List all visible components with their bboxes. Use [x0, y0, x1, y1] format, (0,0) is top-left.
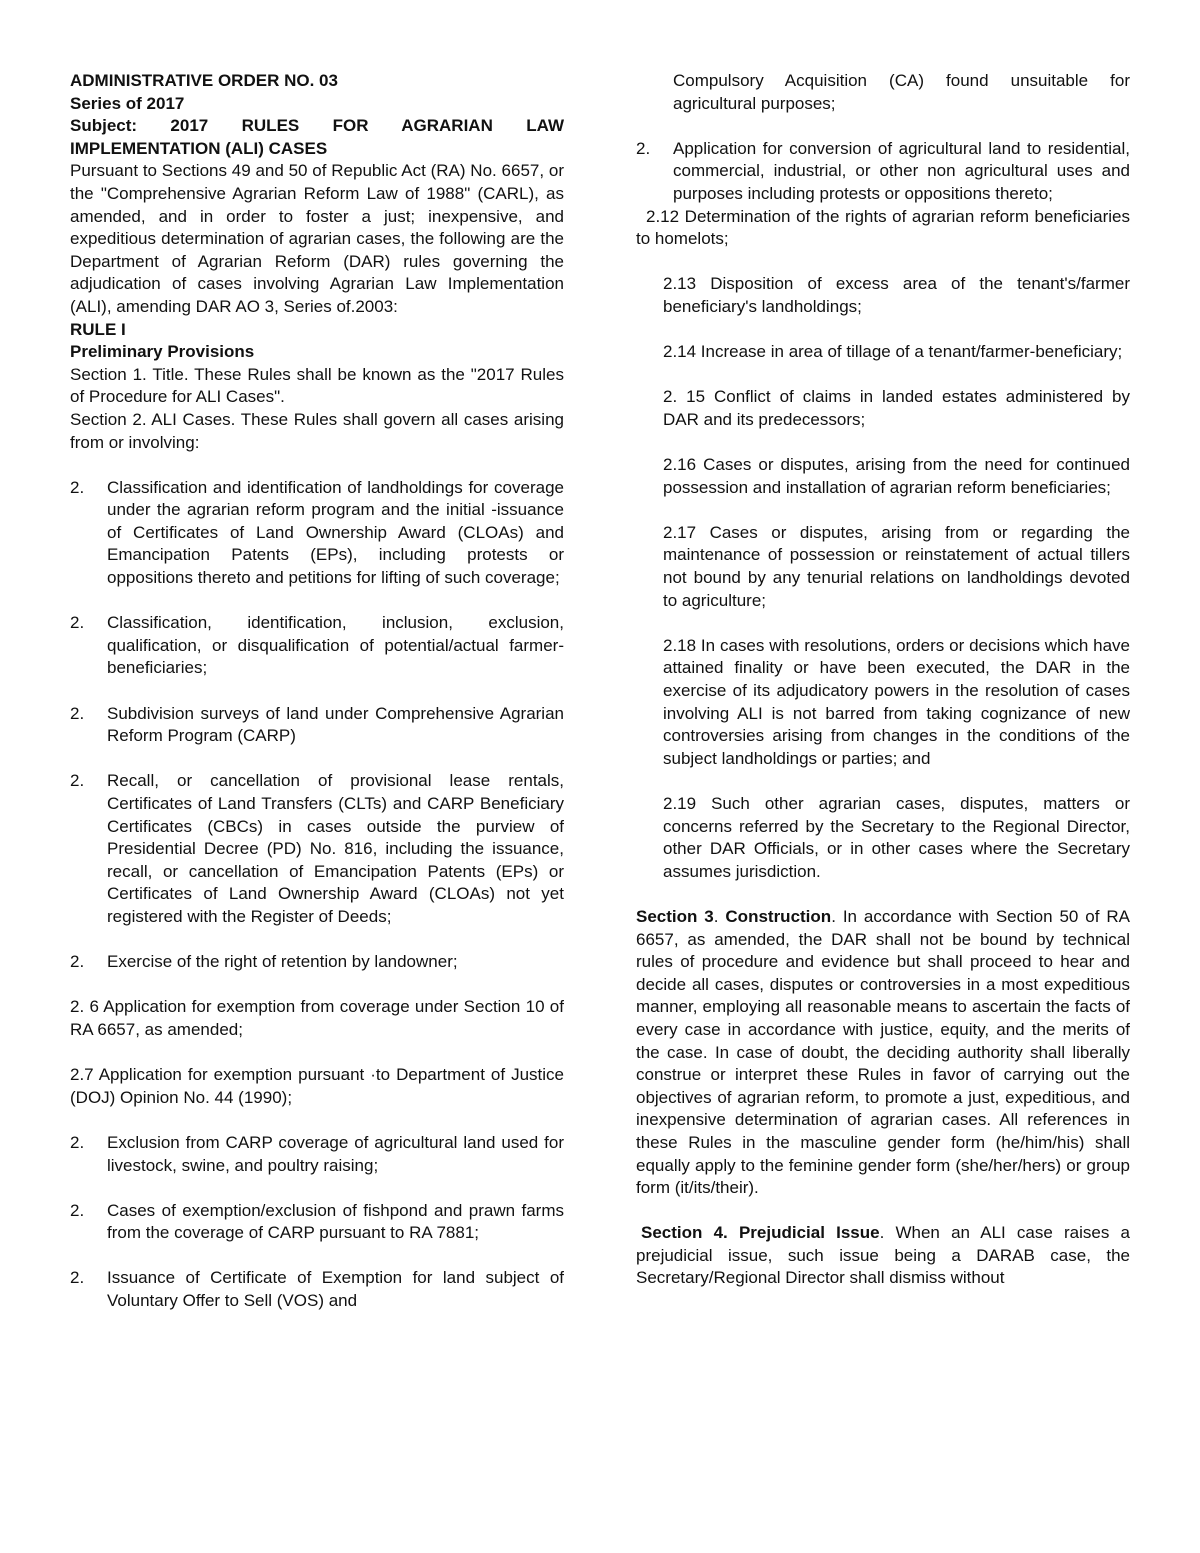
- list-item: 2. Classification and identification of landholdings for coverage under the agrarian reform program and the initial -issuance of Certificates of Land Ownership Award (CLOAs) and Emancipation Patents (EPs), including protests or oppositions thereto and petitions for lifting of such coverage;: [70, 477, 564, 588]
- list-item-continuation: Compulsory Acquisition (CA) found unsuitable for agricultural purposes;: [673, 71, 1130, 113]
- preamble: Pursuant to Sections 49 and 50 of Republic Act (RA) No. 6657, or the "Comprehensive Agrarian Reform Law of 1988" (CARL), as amended, and in order to foster a just; inexpensive, and expeditious determination of agrarian cases, the following are the Department of Agrarian Reform (DAR) rules governing the adjudication of cases involving Agrarian Law Implementation (ALI), amending DAR AO 3, Series of.2003:: [70, 161, 564, 316]
- item-2-6: 2. 6 Application for exemption from coverage under Section 10 of RA 6657, as amended;: [70, 997, 564, 1039]
- rule-title: Preliminary Provisions: [70, 342, 255, 362]
- item-2-18: 2.18 In cases with resolutions, orders or decisions which have attained finality or have been executed, the DAR in the exercise of its adjudicatory powers in the resolution of cases involving ALI is not barred from taking cognizance of new controversies arising from changes in the conditions of the subject landholdings or parties; and: [663, 635, 1130, 768]
- order-title: ADMINISTRATIVE ORDER NO. 03: [70, 71, 338, 90]
- section-2: Section 2. ALI Cases. These Rules shall govern all cases arising from or involving:: [70, 409, 564, 452]
- list-item: 2. Exclusion from CARP coverage of agricultural land used for livestock, swine, and poultry raising;: [70, 1132, 564, 1175]
- item-2-12: 2.12 Determination of the rights of agrarian reform beneficiaries to homelots;: [636, 206, 1130, 249]
- list-item: 2. Recall, or cancellation of provisional lease rentals, Certificates of Land Transfers (CLTs) and CARP Beneficiary Certificates (CBCs) in cases outside the purview of Presidential Decree (PD) No. 816, including the issuance, recall, or cancellation of Emancipation Patents (EPs) or Certificates of Land Ownership Award (CLOAs) not yet registered with the Register of Deeds;: [70, 771, 564, 926]
- rule-heading: RULE I: [70, 319, 126, 339]
- order-subject: Subject: 2017 RULES FOR AGRARIAN LAW IMPLEMENTATION (ALI) CASES: [70, 116, 564, 158]
- item-2-14: 2.14 Increase in area of tillage of a tenant/farmer-beneficiary;: [663, 342, 1123, 362]
- item-2-19: 2.19 Such other agrarian cases, disputes, matters or concerns referred by the Secretary to the Regional Director, other DAR Officials, or in other cases where the Secretary assumes jurisdiction.: [663, 794, 1130, 881]
- section-4: Section 4. Prejudicial Issue. When an ALI case raises a prejudicial issue, such issue being a DARAB case, the Secretary/Regional Director shall dismiss without: [636, 1223, 1130, 1288]
- list-item: 2. Application for conversion of agricultural land to residential, commercial, industrial, or other non agricultural uses and purposes including protests or oppositions thereto;: [636, 138, 1130, 203]
- item-2-13: 2.13 Disposition of excess area of the tenant's/farmer beneficiary's landholdings;: [663, 274, 1130, 316]
- item-2-16: 2.16 Cases or disputes, arising from the need for continued possession and installation of agrarian reform beneficiaries;: [663, 455, 1130, 497]
- left-column: [70, 70, 564, 1313]
- section-3: Section 3. Construction. In accordance with Section 50 of RA 6657, as amended, the DAR shall not be bound by technical rules of procedure and evidence but shall proceed to hear and decide all cases, disputes or controversies in a most expeditious manner, employing all reasonable means to ascertain the facts of every case in accordance with justice, equity, and the merits of the case. In case of doubt, the deciding authority shall liberally construe or interpret these Rules in favor of carrying out the objectives of agrarian reform, to promote a just, expeditious, and inexpensive determination of agrarian cases. All references in these Rules in the masculine gender form (he/him/his) shall equally apply to the feminine gender form (she/her/hers) or group form (it/its/their).: [636, 906, 1130, 1198]
- right-column: [636, 70, 1130, 1290]
- list-item: 2. Classification, identification, inclusion, exclusion, qualification, or disqualification of potential/actual farmer-beneficiaries;: [70, 613, 564, 678]
- list-item: 2. Subdivision surveys of land under Comprehensive Agrarian Reform Program (CARP): [70, 703, 564, 746]
- item-2-15: 2. 15 Conflict of claims in landed estates administered by DAR and its predecessors;: [663, 387, 1130, 429]
- item-2-7: 2.7 Application for exemption pursuant ·to Department of Justice (DOJ) Opinion No. 44 (1990);: [70, 1065, 564, 1107]
- list-item: 2. Cases of exemption/exclusion of fishpond and prawn farms from the coverage of CARP pursuant to RA 7881;: [70, 1200, 564, 1243]
- list-item: 2. Issuance of Certificate of Exemption for land subject of Voluntary Offer to Sell (VOS) and: [70, 1268, 564, 1311]
- item-2-17: 2.17 Cases or disputes, arising from or regarding the maintenance of possession or reinstatement of actual tillers not bound by any tenurial relations on landholdings devoted to agriculture;: [663, 522, 1130, 610]
- list-item: 2. Exercise of the right of retention by landowner;: [70, 952, 458, 972]
- order-series: Series of 2017: [70, 93, 185, 113]
- section-1: Section 1. Title. These Rules shall be known as the "2017 Rules of Procedure for ALI Cases".: [70, 364, 564, 407]
